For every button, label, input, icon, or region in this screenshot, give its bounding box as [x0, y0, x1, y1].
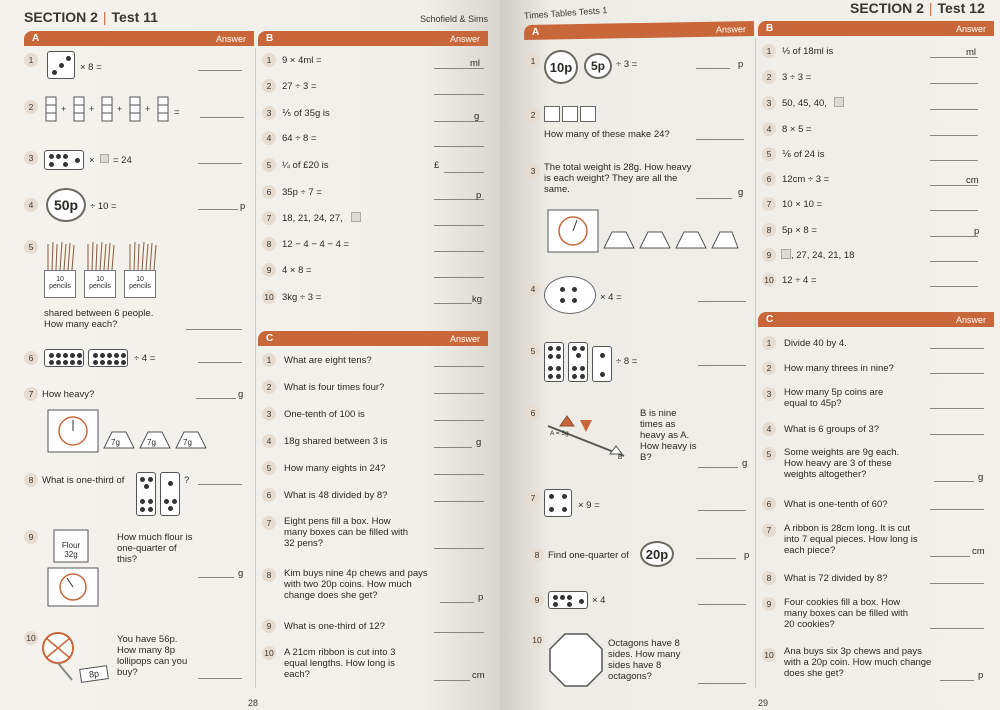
answer-label: Answer: [955, 314, 986, 325]
answer-line[interactable]: [198, 70, 242, 71]
section-label: SECTION 2: [850, 0, 924, 16]
answer-line[interactable]: [930, 261, 978, 262]
question-number: 6: [24, 351, 38, 365]
answer-line[interactable]: [930, 109, 978, 110]
pencil-pot: 10 pencils: [44, 270, 76, 298]
answer-line[interactable]: [930, 434, 984, 435]
question-text: 35p ÷ 7 =: [282, 187, 322, 198]
answer-line[interactable]: [930, 210, 978, 211]
question-text: Ana buys six 3p chews and pays with a 20p coin. How much change does she get?: [784, 646, 932, 679]
column-divider: [255, 48, 256, 688]
section-letter: C: [766, 314, 774, 325]
question-text: 18g shared between 3 is: [284, 436, 388, 447]
answer-label: Answer: [715, 23, 747, 35]
domino-icon: [88, 349, 128, 367]
question-text: 27 ÷ 3 =: [282, 81, 317, 92]
question-text: 50, 45, 40,: [782, 98, 827, 109]
answer-line[interactable]: [434, 501, 484, 502]
question-number: 8: [762, 571, 776, 585]
weight-label: 7g: [147, 438, 156, 447]
question-number: 4: [262, 434, 276, 448]
answer-line[interactable]: [434, 251, 484, 252]
answer-line[interactable]: [434, 277, 484, 278]
question-number: 2: [262, 79, 276, 93]
question-text: What is 6 groups of 3?: [784, 424, 880, 435]
unit-label: g: [742, 458, 748, 469]
coin-icon: 5p: [584, 53, 612, 79]
answer-line[interactable]: [198, 577, 234, 578]
section-a-bar: [24, 31, 254, 46]
scale-label: B: [618, 454, 623, 461]
answer-line[interactable]: [930, 135, 978, 136]
question-text: 8 × 5 =: [782, 124, 812, 135]
question-number: 6: [762, 497, 776, 511]
question-number: 1: [526, 54, 540, 68]
missing-number-box[interactable]: [834, 97, 844, 107]
scale-label: A = 3g: [550, 430, 569, 437]
missing-number-box[interactable]: [100, 154, 109, 163]
unit-label: p: [476, 190, 482, 201]
question-number: 6: [262, 488, 276, 502]
domino-icon: [568, 342, 588, 382]
question-number: 3: [526, 164, 540, 178]
question-text: How heavy?: [42, 389, 95, 400]
question-number: 9: [762, 597, 776, 611]
answer-line[interactable]: [930, 236, 978, 237]
section-label: SECTION 2: [24, 9, 98, 25]
cube-icon: [562, 106, 578, 122]
unit-label: g: [978, 472, 984, 483]
unit-label: p: [978, 670, 984, 681]
missing-number-box[interactable]: [781, 249, 791, 259]
question-text: =: [174, 107, 180, 118]
answer-line[interactable]: [696, 68, 730, 69]
pencil-pot: 10 pencils: [84, 270, 116, 298]
flour-scale-icon: [44, 528, 104, 608]
page-header: [24, 9, 158, 25]
question-text: ÷ 3 =: [616, 59, 638, 70]
unit-label: g: [238, 568, 244, 579]
unit-label: p: [738, 59, 744, 70]
unit-label: cm: [972, 546, 985, 557]
question-text: ÷ 10 =: [90, 201, 117, 212]
question-text: × 9 =: [578, 500, 600, 511]
question-text: Eight pens fill a box. How many boxes can be filled with 32 pens?: [284, 516, 409, 549]
question-number: 10: [262, 290, 276, 304]
question-number: 9: [24, 530, 38, 544]
question-text: What is 48 divided by 8?: [284, 490, 388, 501]
question-text: What is one-third of: [42, 475, 125, 486]
question-text: , 27, 24, 21, 18: [791, 250, 855, 261]
question-text: Divide 40 by 4.: [784, 338, 847, 349]
answer-line[interactable]: [198, 209, 238, 210]
answer-label: Answer: [449, 333, 480, 344]
question-number: 1: [24, 53, 38, 67]
question-text: ÷ 8 =: [616, 356, 638, 367]
question-text: 64 ÷ 8 =: [282, 133, 317, 144]
unit-label: g: [238, 389, 244, 400]
flour-bag-label: Flour 32g: [61, 541, 81, 559]
question-text: How many of these make 24?: [544, 129, 670, 140]
question-number: 6: [526, 406, 540, 420]
question-number: 10: [24, 631, 38, 645]
question-text: Find one-quarter of: [548, 550, 629, 561]
header-separator: |: [102, 9, 107, 25]
question-text: 4 × 8 =: [282, 265, 312, 276]
domino-icon: [44, 150, 84, 170]
question-number: 2: [762, 70, 776, 84]
answer-line[interactable]: [930, 628, 984, 629]
unit-label: g: [476, 437, 482, 448]
header-separator: |: [928, 0, 933, 16]
domino-icon: [592, 346, 612, 382]
question-text: ⅙ of 24 is: [782, 149, 825, 160]
question-text: 5p × 8 =: [782, 225, 817, 236]
question-number: 3: [762, 96, 776, 110]
question-number: 9: [262, 619, 276, 633]
answer-line[interactable]: [698, 683, 746, 684]
question-text: ¼ of £20 is: [282, 160, 329, 171]
question-number: 10: [530, 633, 544, 647]
section-a-bar: [524, 21, 754, 40]
question-text: 10 × 10 =: [782, 199, 823, 210]
unit-label: p: [974, 226, 980, 237]
question-text: 3 ÷ 3 =: [782, 72, 812, 83]
answer-line[interactable]: [696, 198, 732, 199]
question-text: shared between 6 people. How many each?: [44, 308, 154, 330]
test-title: Test 12: [937, 0, 985, 16]
section-letter: C: [266, 333, 274, 344]
question-text: What is four times four?: [284, 382, 385, 393]
question-text: × 8 =: [80, 62, 102, 73]
weight-label: 7g: [111, 438, 120, 447]
question-number: 5: [762, 147, 776, 161]
question-number: 7: [262, 211, 276, 225]
answer-line[interactable]: [930, 160, 978, 161]
question-text: 3kg ÷ 3 =: [282, 292, 322, 303]
answer-line[interactable]: [434, 548, 484, 549]
answer-line[interactable]: [440, 602, 474, 603]
answer-line[interactable]: [930, 373, 984, 374]
unit-label: p: [478, 592, 484, 603]
question-text: A ribbon is 28cm long. It is cut into 7 equal pieces. How long is each piece?: [784, 523, 918, 556]
question-number: 8: [530, 548, 544, 562]
answer-line[interactable]: [434, 420, 484, 421]
question-number: 8: [262, 568, 276, 582]
section-c-bar: [758, 312, 994, 327]
svg-text:+: +: [89, 104, 95, 114]
question-text: What are eight tens?: [284, 355, 372, 366]
column-divider: [755, 38, 756, 688]
coin-icon: 50p: [46, 188, 86, 222]
weight-label: 7g: [183, 438, 192, 447]
question-text: How many threes in nine?: [784, 363, 894, 374]
unit-label: £: [434, 160, 440, 171]
answer-line[interactable]: [930, 286, 978, 287]
answer-line[interactable]: [200, 117, 244, 118]
question-text: One-tenth of 100 is: [284, 409, 365, 420]
unit-label: g: [474, 111, 480, 122]
question-number: 7: [762, 197, 776, 211]
question-number: 8: [762, 223, 776, 237]
question-number: 4: [526, 282, 540, 296]
page-number: 28: [248, 698, 259, 708]
answer-line[interactable]: [940, 680, 974, 681]
cube-icon: [580, 106, 596, 122]
octagon-icon: [548, 632, 604, 688]
dot-oval-icon: [544, 276, 596, 314]
answer-line[interactable]: [698, 467, 738, 468]
question-number: 10: [762, 648, 776, 662]
svg-text:+: +: [61, 104, 67, 114]
question-text: You have 56p. How many 8p lollipops can you buy?: [117, 634, 188, 678]
answer-line[interactable]: [434, 680, 470, 681]
section-letter: A: [32, 33, 40, 44]
question-number: 10: [262, 646, 276, 660]
right-page: [500, 0, 1000, 710]
question-number: 1: [262, 53, 276, 67]
question-number: 5: [262, 461, 276, 475]
answer-line[interactable]: [196, 398, 236, 399]
question-number: 4: [262, 131, 276, 145]
answer-line[interactable]: [434, 447, 472, 448]
answer-line[interactable]: [434, 366, 484, 367]
unit-label: g: [738, 187, 744, 198]
question-number: 2: [762, 361, 776, 375]
answer-line[interactable]: [198, 678, 242, 679]
answer-line[interactable]: [930, 556, 970, 557]
question-number: 5: [262, 158, 276, 172]
answer-label: Answer: [449, 33, 480, 44]
answer-line[interactable]: [930, 583, 984, 584]
question-number: 7: [262, 516, 276, 530]
question-text: 12 − 4 − 4 − 4 =: [282, 239, 350, 250]
section-letter: B: [766, 23, 774, 34]
section-letter: B: [266, 33, 274, 44]
running-head: Times Tables Tests 1: [523, 5, 608, 21]
weighing-scale-icon: [44, 404, 204, 456]
question-number: 3: [762, 387, 776, 401]
answer-line[interactable]: [696, 139, 744, 140]
question-text: How many 5p coins are equal to 45p?: [784, 387, 884, 409]
question-number: 9: [262, 263, 276, 277]
answer-line[interactable]: [198, 484, 242, 485]
answer-line[interactable]: [698, 510, 746, 511]
question-text: Some weights are 9g each. How heavy are 3 of these weights altogether?: [784, 447, 900, 480]
question-number: 1: [262, 353, 276, 367]
answer-line[interactable]: [930, 408, 984, 409]
domino-icon: [548, 591, 588, 609]
answer-line[interactable]: [434, 225, 484, 226]
question-number: 9: [530, 593, 544, 607]
svg-text:+: +: [145, 104, 151, 114]
question-number: 10: [762, 273, 776, 287]
missing-number-box[interactable]: [351, 212, 361, 222]
question-text: Four cookies fill a box. How many boxes can be filled with 20 cookies?: [784, 597, 909, 630]
question-text: × 4: [592, 595, 606, 606]
question-text: 12cm ÷ 3 =: [782, 174, 830, 185]
unit-label: ml: [966, 47, 977, 58]
answer-line[interactable]: [186, 329, 242, 330]
unit-label: cm: [966, 175, 979, 186]
question-text: How much flour is one-quarter of this?: [117, 532, 193, 565]
answer-line[interactable]: [698, 604, 746, 605]
section-b-bar: [258, 31, 488, 46]
coin-icon: 10p: [544, 50, 578, 84]
answer-line[interactable]: [434, 146, 484, 147]
question-text: 9 × 4ml =: [282, 55, 322, 66]
question-number: 3: [262, 407, 276, 421]
question-number: 5: [526, 344, 540, 358]
question-suffix: ?: [184, 475, 190, 486]
question-number: 5: [762, 447, 776, 461]
domino-icon: [544, 342, 564, 382]
question-text: 18, 21, 24, 27,: [282, 213, 343, 224]
unit-label: p: [240, 201, 246, 212]
question-number: 4: [24, 198, 38, 212]
pencil-pot: 10 pencils: [124, 270, 156, 298]
publisher-brand: Schofield & Sims: [420, 14, 489, 24]
answer-line[interactable]: [198, 362, 242, 363]
answer-line[interactable]: [930, 83, 978, 84]
question-text: ⅕ of 35g is: [282, 108, 330, 119]
answer-line[interactable]: [434, 474, 484, 475]
domino-icon: [160, 472, 180, 516]
answer-line[interactable]: [696, 558, 736, 559]
question-number: 5: [24, 240, 38, 254]
answer-line[interactable]: [698, 365, 746, 366]
weighing-scale-icon: [544, 204, 734, 256]
price-tag: 8p: [79, 665, 109, 683]
answer-line[interactable]: [444, 172, 484, 173]
answer-line[interactable]: [934, 481, 974, 482]
section-letter: A: [531, 26, 540, 38]
question-text: What is one-tenth of 60?: [784, 499, 888, 510]
question-number: 7: [24, 387, 38, 401]
question-text: Octagons have 8 sides. How many sides have 8 octagons?: [608, 638, 681, 682]
question-text: The total weight is 28g. How heavy is each weight? They are all the same.: [544, 162, 692, 195]
question-number: 3: [24, 151, 38, 165]
question-number: 4: [762, 422, 776, 436]
unit-label: ml: [470, 58, 481, 69]
answer-line[interactable]: [930, 509, 984, 510]
question-number: 2: [24, 100, 38, 114]
svg-text:+: +: [117, 104, 123, 114]
question-text: What is one-third of 12?: [284, 621, 385, 632]
test-title: Test 11: [111, 9, 158, 25]
answer-line[interactable]: [434, 303, 472, 304]
answer-label: Answer: [215, 33, 246, 44]
question-text: Kim buys nine 4p chews and pays with two 20p coins. How much change does she get?: [284, 568, 428, 601]
question-number: 6: [762, 172, 776, 186]
question-text: A 21cm ribbon is cut into 3 equal lengths. How long is each?: [284, 647, 396, 680]
question-text: 12 ÷ 4 =: [782, 275, 817, 286]
question-number: 2: [262, 380, 276, 394]
answer-line[interactable]: [434, 94, 484, 95]
question-number: 7: [526, 491, 540, 505]
answer-line[interactable]: [434, 632, 484, 633]
page-header: [850, 0, 985, 16]
answer-line[interactable]: [434, 393, 484, 394]
pencil-pots-icon: [44, 242, 164, 272]
section-c-bar: [258, 331, 488, 346]
question-text: ⅓ of 18ml is: [782, 46, 834, 57]
question-text: What is 72 divided by 8?: [784, 573, 888, 584]
dice-icon: [544, 489, 572, 517]
question-text: = 24: [113, 155, 132, 166]
domino-icon: [136, 472, 156, 516]
question-number: 1: [762, 44, 776, 58]
page-number: 29: [758, 698, 769, 708]
domino-icon: [44, 349, 84, 367]
answer-line[interactable]: [198, 163, 242, 164]
question-number: 9: [762, 248, 776, 262]
coin-icon: 20p: [640, 541, 674, 567]
section-b-bar: [758, 21, 994, 36]
question-text: B is nine times as heavy as A. How heavy is B?: [640, 408, 697, 463]
answer-line[interactable]: [930, 348, 984, 349]
dice-icon: [47, 51, 75, 79]
answer-line[interactable]: [698, 301, 746, 302]
unit-label: cm: [472, 670, 485, 681]
operator-text: ×: [89, 155, 95, 166]
unit-label: kg: [472, 294, 483, 305]
question-number: 3: [262, 106, 276, 120]
question-number: 8: [24, 473, 38, 487]
question-number: 2: [526, 108, 540, 122]
answer-label: Answer: [955, 23, 986, 34]
question-text: How many eights in 24?: [284, 463, 386, 474]
question-number: 6: [262, 185, 276, 199]
question-number: 4: [762, 122, 776, 136]
cube-icon: [544, 106, 560, 122]
unit-label: p: [744, 550, 750, 561]
question-number: 7: [762, 523, 776, 537]
question-number: 1: [762, 336, 776, 350]
question-number: 8: [262, 237, 276, 251]
question-text: × 4 =: [600, 292, 622, 303]
cube-sticks-icon: [44, 95, 189, 125]
question-text: ÷ 4 =: [134, 353, 156, 364]
